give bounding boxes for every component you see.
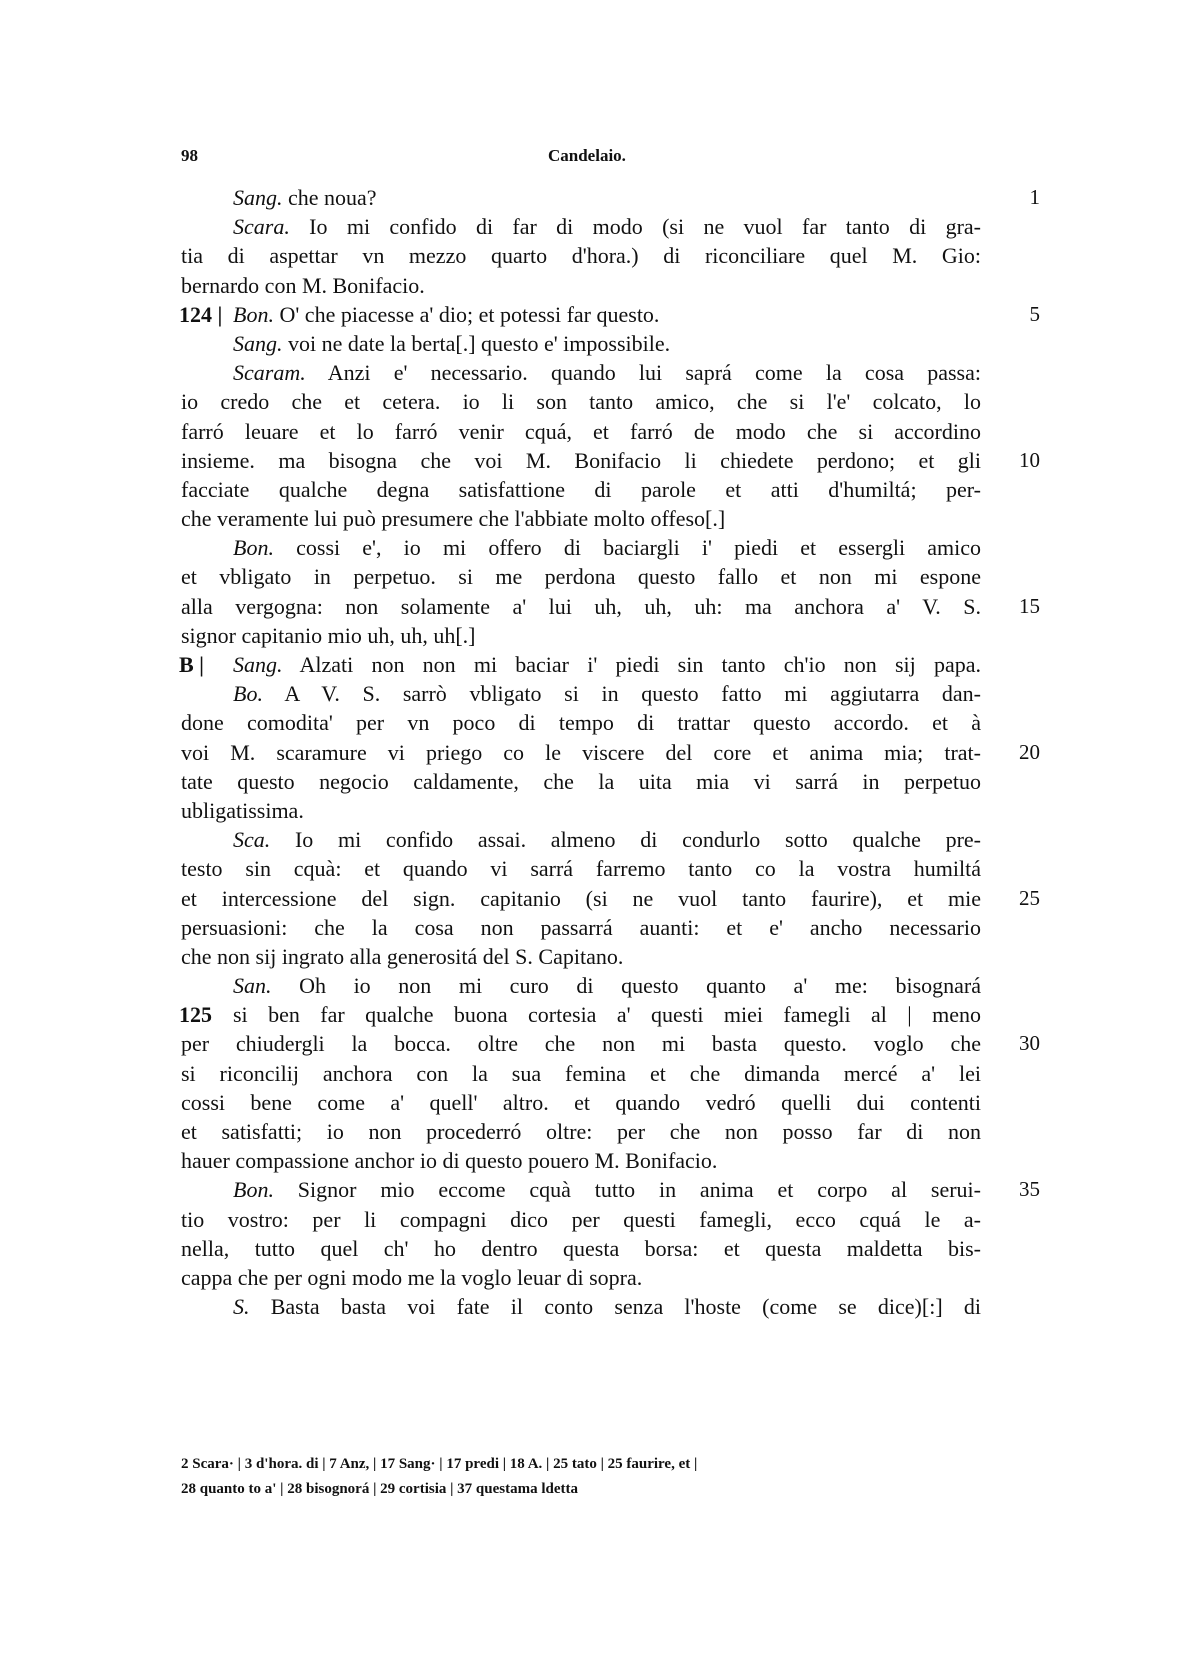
text-line (181, 358, 981, 387)
speaker-name: Bon. (233, 535, 274, 561)
line-body: bernardo con M. Bonifacio. (181, 272, 425, 298)
text-line (181, 475, 981, 504)
line-body: alla vergogna: non solamente a' lui uh, uh, uh: ma anchora a' V. S. (181, 593, 981, 619)
line-text (181, 796, 981, 825)
footnote-line: 2 Scara· | 3 d'hora. di | 7 Anz, | 17 Sang· | 17 predi | 18 A. | 25 tato | 25 faurire, et | (181, 1456, 698, 1472)
text-line (181, 708, 981, 737)
speaker-name: Bo. (233, 681, 263, 707)
line-number: 30 (1019, 1031, 1040, 1056)
line-body: si ben far qualche buona cortesia a' questi miei famegli al | meno (233, 1002, 981, 1028)
line-text (181, 621, 981, 650)
line-number: 15 (1019, 593, 1040, 618)
line-text (181, 1292, 981, 1321)
text-line (181, 1029, 1040, 1058)
line-text (181, 562, 981, 591)
line-text (181, 1263, 981, 1292)
line-text (181, 212, 981, 241)
line-text (181, 825, 981, 854)
line-body: signor capitanio mio uh, uh, uh[.] (181, 622, 476, 648)
line-body: che noua? (282, 185, 377, 210)
line-body: che veramente lui può presumere che l'abbiate molto offeso[.] (181, 506, 726, 532)
line-body: et intercessione del sign. capitanio (si ne vuol tanto faurire), et mie (181, 885, 981, 911)
line-body: A V. S. sarrò vbligato si in questo fatto mi aggiutarra dan- (262, 681, 981, 707)
text-line (181, 942, 981, 971)
dialogue-text-block (179, 183, 1040, 1321)
text-line (181, 1088, 981, 1117)
line-body: si riconcilij anchora con la sua femina et che dimanda mercé a' lei (181, 1060, 981, 1086)
line-body: voi ne date la berta[.] questo e' impossibile. (282, 330, 671, 356)
line-text (181, 1117, 981, 1146)
text-line (181, 1292, 981, 1321)
margin-reference: 125 (179, 1002, 212, 1028)
line-body: Alzati non non mi baciar i' piedi sin tanto ch'io non sij papa. (282, 652, 981, 677)
line-number: 35 (1019, 1177, 1040, 1202)
text-line (181, 679, 981, 708)
speaker-name: Sang. (233, 652, 283, 677)
line-body: Io mi confido assai. almeno di condurlo sotto qualche pre- (270, 827, 981, 853)
line-text (181, 971, 981, 1000)
line-body: O' che piacesse a' dio; et potessi far questo. (273, 301, 660, 327)
line-body: cossi e', io mi offero di baciargli i' piedi et essergli amico (273, 535, 981, 561)
line-text (181, 1234, 981, 1263)
line-text (181, 446, 981, 475)
page-number: 98 (181, 146, 198, 165)
footnote-line: 28 quanto to a' | 28 bisognorá | 29 cortisia | 37 questama ldetta (181, 1481, 579, 1497)
line-text (181, 271, 981, 300)
line-body: Anzi e' necessario. quando lui saprá come la cosa passa: (305, 360, 981, 386)
text-line (181, 387, 981, 416)
line-text (181, 300, 981, 329)
text-line (181, 825, 981, 854)
line-text (181, 854, 981, 883)
speaker-name: Bon. (233, 301, 274, 327)
speaker-name: Sang. (233, 185, 283, 210)
line-text (181, 767, 981, 796)
line-text (181, 417, 981, 446)
line-body: et satisfatti; io non procederró oltre: per che non posso far di non (181, 1119, 981, 1144)
line-body: tia di aspettar vn mezzo quarto d'hora.) di riconciliare quel M. Gio: (181, 243, 981, 269)
line-text (181, 1088, 981, 1117)
line-body: Io mi confido di far di modo (si ne vuol far tanto di gra- (289, 214, 981, 240)
text-line (181, 417, 981, 446)
line-body: insieme. ma bisogna che voi M. Bonifacio li chiedete perdono; et gli (181, 447, 981, 473)
speaker-name: Scara. (233, 214, 290, 240)
speaker-name: San. (233, 973, 272, 999)
line-text (181, 183, 981, 212)
line-text (181, 592, 981, 621)
text-line (181, 183, 1040, 212)
line-text (181, 650, 981, 679)
speaker-name: Sang. (233, 330, 283, 356)
line-body: che non sij ingrato alla generositá del S. Capitano. (181, 943, 624, 969)
text-line (181, 1263, 981, 1292)
line-text (181, 679, 981, 708)
text-line (181, 212, 981, 241)
line-body: testo sin cquà: et quando vi sarrá farremo tanto co la vostra humiltá (181, 856, 981, 882)
line-text (181, 942, 981, 971)
line-body: voi M. scaramure vi priego co le viscere del core et anima mia; trat- (181, 739, 981, 765)
text-line (181, 446, 1040, 475)
text-line (181, 971, 981, 1000)
text-line (179, 300, 1040, 329)
line-body: tio vostro: per li compagni dico per questi famegli, ecco cquá le a- (181, 1206, 981, 1232)
text-line (181, 1117, 981, 1146)
line-number: 10 (1019, 447, 1040, 472)
line-number: 1 (1029, 185, 1040, 209)
margin-reference: B | (179, 652, 205, 677)
line-text (181, 738, 981, 767)
text-line (181, 271, 981, 300)
text-line (181, 650, 981, 679)
line-body: cappa che per ogni modo me la voglo leuar di sopra. (181, 1264, 643, 1290)
text-line (181, 767, 981, 796)
text-line (181, 738, 1040, 767)
line-body: facciate qualche degna satisfattione di parole et atti d'humiltá; per- (181, 476, 981, 502)
line-body: nella, tutto quel ch' ho dentro questa borsa: et questa maldetta bis- (181, 1235, 981, 1261)
critical-apparatus (181, 1452, 1001, 1502)
line-text (181, 241, 981, 270)
text-line (181, 1000, 981, 1029)
line-body: ubligatissima. (181, 797, 304, 823)
line-text (181, 1029, 981, 1058)
line-text (181, 533, 981, 562)
line-body: done comodita' per vn poco di tempo di trattar questo accordo. et à (181, 710, 981, 736)
line-text (181, 475, 981, 504)
line-text (181, 708, 981, 737)
line-text (181, 1000, 981, 1029)
text-line (181, 562, 981, 591)
running-title: Candelaio. (548, 146, 626, 165)
line-body: Oh io non mi curo di questo quanto a' me: bisognará (271, 973, 981, 999)
line-text (181, 1059, 981, 1088)
line-body: hauer compassione anchor io di questo pouero M. Bonifacio. (181, 1148, 718, 1174)
line-body: Signor mio eccome cquà tutto in anima et corpo al serui- (273, 1177, 981, 1203)
text-line (181, 533, 981, 562)
text-line (181, 854, 981, 883)
text-line (181, 913, 981, 942)
text-line (181, 796, 981, 825)
text-line (181, 621, 981, 650)
line-body: cossi bene come a' quell' altro. et quando vedró quelli dui contenti (181, 1089, 981, 1115)
line-text (181, 884, 981, 913)
line-number: 20 (1019, 739, 1040, 764)
margin-reference: 124 | (179, 301, 223, 327)
text-line (181, 1059, 981, 1088)
line-body: et vbligato in perpetuo. si me perdona questo fallo et non mi espone (181, 564, 981, 590)
speaker-name: S. (233, 1294, 250, 1320)
line-text (181, 913, 981, 942)
text-line (181, 884, 1040, 913)
line-body: per chiudergli la bocca. oltre che non mi basta questo. voglo che (181, 1031, 981, 1057)
text-line (181, 592, 1040, 621)
speaker-name: Bon. (233, 1177, 274, 1203)
text-line (181, 1234, 981, 1263)
line-body: persuasioni: che la cosa non passarrá auanti: et e' ancho necessario (181, 914, 981, 940)
line-body: farró leuare et lo farró venir cquá, et farró de modo che si accordino (181, 418, 981, 444)
line-body: tate questo negocio caldamente, che la uita mia vi sarrá in perpetuo (181, 768, 981, 794)
line-text (181, 1205, 981, 1234)
text-line (181, 504, 981, 533)
line-body: Basta basta voi fate il conto senza l'hoste (come se dice)[:] di (249, 1294, 981, 1320)
text-line (181, 1205, 981, 1234)
speaker-name: Scaram. (233, 360, 306, 386)
line-text (181, 329, 981, 358)
line-text (181, 504, 981, 533)
line-text (181, 1175, 981, 1204)
text-line (181, 329, 981, 358)
line-body: io credo che et cetera. io li son tanto amico, che si l'e' colcato, lo (181, 389, 981, 415)
line-text (181, 1146, 981, 1175)
line-number: 5 (1029, 301, 1040, 326)
line-text (181, 387, 981, 416)
text-line (181, 1175, 1040, 1204)
speaker-name: Sca. (233, 827, 271, 853)
text-line (181, 241, 981, 270)
line-number: 25 (1019, 885, 1040, 910)
line-text (181, 358, 981, 387)
text-line (181, 1146, 981, 1175)
